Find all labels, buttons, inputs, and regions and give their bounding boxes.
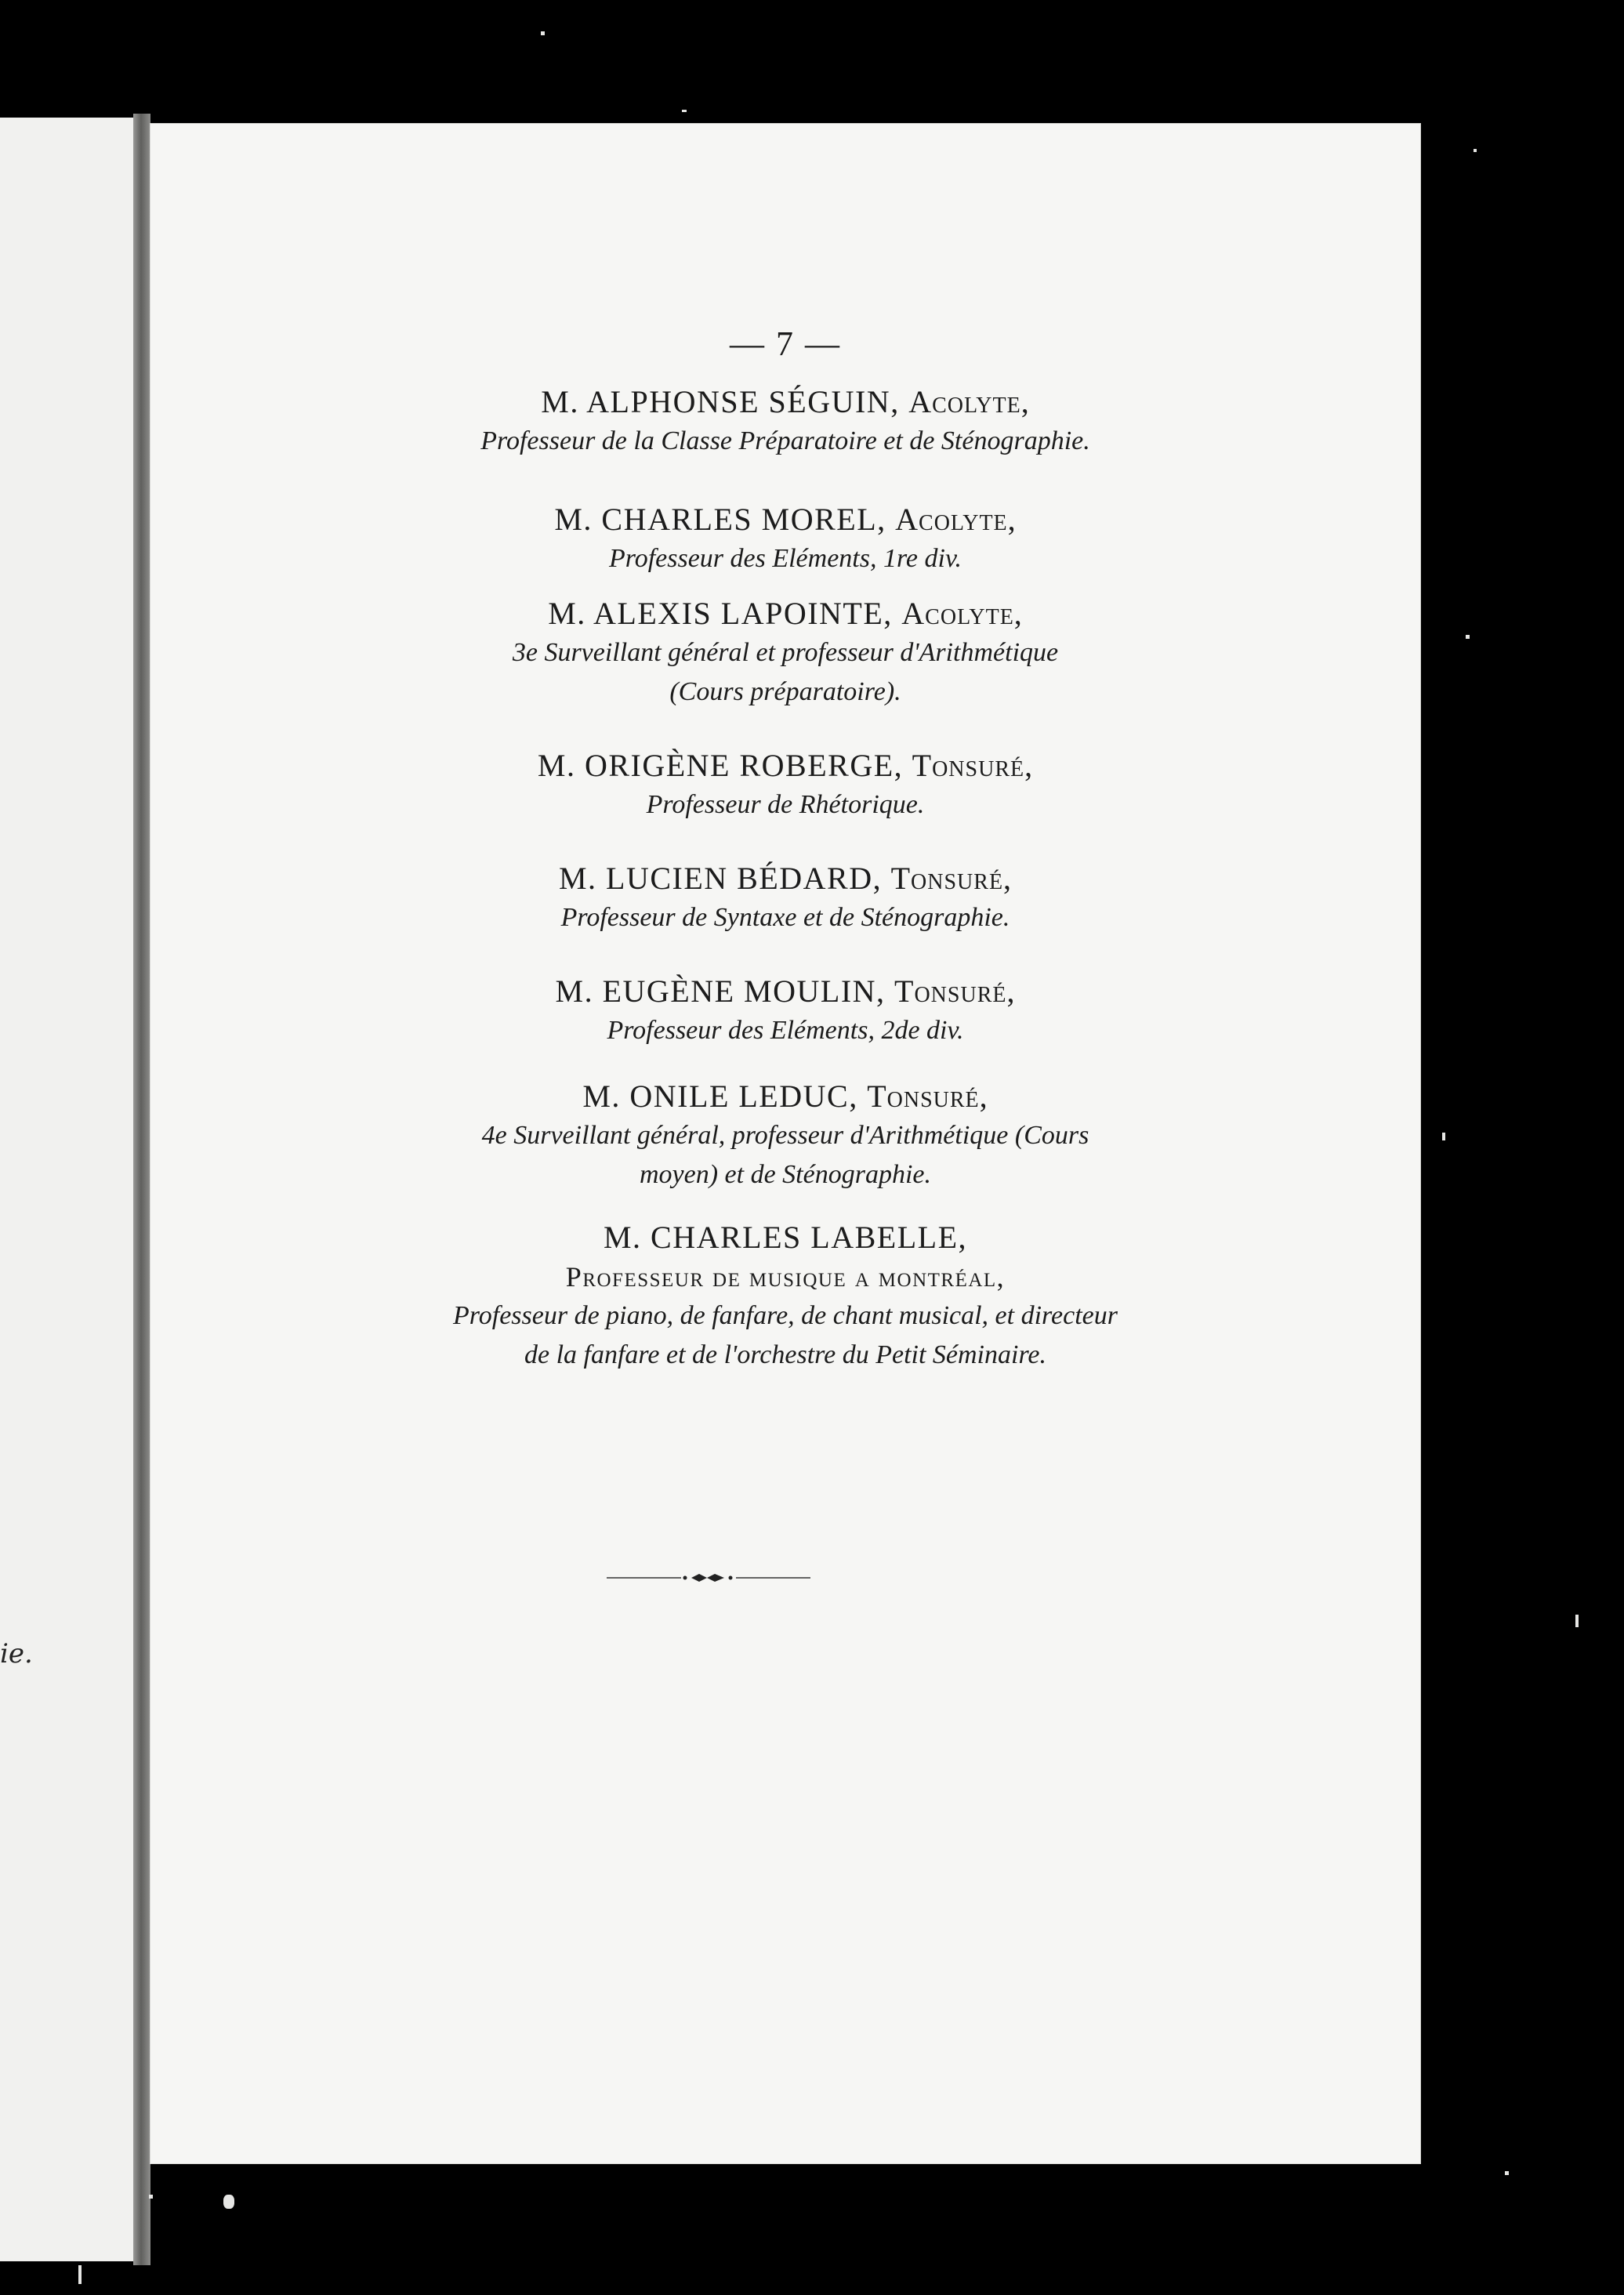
book-spine bbox=[133, 114, 150, 2265]
staff-entry bbox=[150, 972, 1420, 1050]
staff-entry bbox=[150, 859, 1420, 937]
staff-role: 4e Surveillant général, professeur d'Arithmétique (Cours bbox=[481, 1121, 1089, 1150]
staff-title: Tonsuré, bbox=[894, 973, 1016, 1009]
staff-role-continued: moyen) et de Sténographie. bbox=[640, 1160, 931, 1189]
staff-list bbox=[150, 382, 1420, 1375]
staff-name: M. EUGÈNE MOULIN, bbox=[555, 973, 895, 1009]
staff-name: M. ONILE LEDUC, bbox=[582, 1079, 868, 1114]
staff-entry bbox=[150, 1077, 1420, 1195]
staff-role: Professeur de Rhétorique. bbox=[646, 790, 925, 819]
staff-role: Professeur de Syntaxe et de Sténographie. bbox=[560, 903, 1010, 932]
staff-name: M. ALEXIS LAPOINTE, bbox=[548, 596, 902, 631]
scan-speck bbox=[1474, 149, 1477, 152]
scan-speck bbox=[1442, 1133, 1445, 1140]
staff-entry bbox=[150, 382, 1420, 461]
scan-speck bbox=[78, 2265, 82, 2284]
staff-title-line: Professeur de musique a montréal, bbox=[565, 1261, 1006, 1293]
staff-entry bbox=[150, 1218, 1420, 1375]
scan-speck bbox=[1575, 1615, 1579, 1627]
scan-speck bbox=[149, 2195, 153, 2199]
staff-name-line bbox=[150, 1077, 1420, 1116]
staff-title: Acolyte, bbox=[908, 384, 1030, 419]
staff-name-line bbox=[150, 746, 1420, 785]
staff-entry bbox=[150, 746, 1420, 825]
scan-speck bbox=[541, 31, 545, 35]
staff-role-continued: de la fanfare et de l'orchestre du Petit Séminaire. bbox=[524, 1340, 1047, 1369]
scan-speck bbox=[1505, 2171, 1509, 2175]
staff-title: Acolyte, bbox=[895, 502, 1017, 537]
scan-speck bbox=[682, 110, 687, 112]
staff-name: M. CHARLES LABELLE, bbox=[603, 1220, 968, 1255]
staff-name: M. LUCIEN BÉDARD, bbox=[558, 861, 891, 896]
staff-name-line bbox=[150, 500, 1420, 539]
staff-role: Professeur des Eléments, 2de div. bbox=[607, 1016, 964, 1045]
staff-role: Professeur de la Classe Préparatoire et de Sténographie. bbox=[480, 426, 1090, 455]
staff-entry bbox=[150, 594, 1420, 712]
staff-name-line bbox=[150, 382, 1420, 422]
staff-role-continued: (Cours préparatoire). bbox=[669, 677, 901, 706]
facing-page bbox=[0, 118, 146, 2261]
staff-name: M. CHARLES MOREL, bbox=[554, 502, 896, 537]
staff-name-line bbox=[150, 972, 1420, 1011]
staff-name-line bbox=[150, 594, 1420, 633]
document-page bbox=[150, 124, 1420, 2163]
facing-page-text-fragment: ie. bbox=[0, 1638, 33, 1670]
staff-role: Professeur de piano, de fanfare, de chant musical, et directeur bbox=[453, 1301, 1118, 1330]
page-number: — 7 — bbox=[730, 324, 841, 363]
staff-role: 3e Surveillant général et professeur d'Arithmétique bbox=[512, 638, 1059, 667]
staff-title: Acolyte, bbox=[901, 596, 1023, 631]
staff-title: Tonsuré, bbox=[890, 861, 1013, 896]
staff-title: Tonsuré, bbox=[912, 748, 1034, 783]
scan-speck bbox=[223, 2195, 234, 2209]
staff-name: M. ORIGÈNE ROBERGE, bbox=[537, 748, 912, 783]
scan-speck bbox=[1466, 635, 1470, 639]
staff-entry bbox=[150, 500, 1420, 578]
staff-role: Professeur des Eléments, 1re div. bbox=[608, 544, 962, 573]
staff-name-line bbox=[150, 859, 1420, 898]
staff-title: Tonsuré, bbox=[867, 1079, 988, 1114]
ornamental-separator bbox=[607, 1570, 810, 1586]
staff-name: M. ALPHONSE SÉGUIN, bbox=[541, 384, 909, 419]
